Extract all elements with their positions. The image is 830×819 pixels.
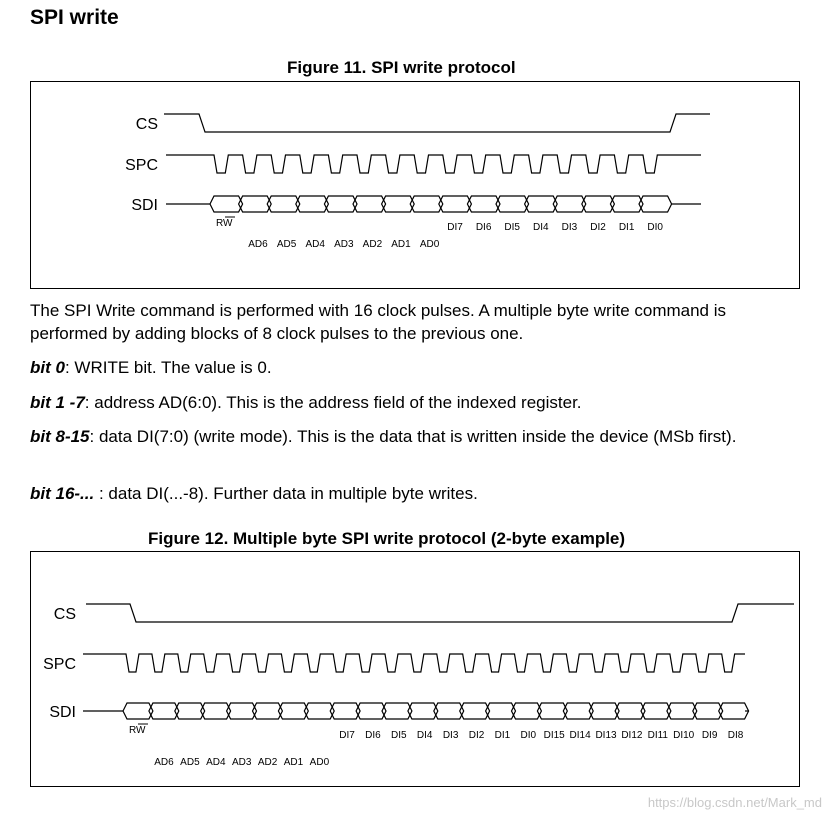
data-label: DI1 xyxy=(494,730,511,741)
sdi-bit-cell xyxy=(639,196,672,212)
rw-label: RW xyxy=(216,218,233,229)
data-label: DI3 xyxy=(442,730,459,741)
data-label: DI8 xyxy=(727,730,744,741)
sdi-bit-cell xyxy=(496,196,529,212)
figure-12-caption: Figure 12. Multiple byte SPI write protocol (2-byte example) xyxy=(148,529,626,548)
bit-0-description xyxy=(30,356,805,379)
intro-paragraph: The SPI Write command is performed with 16 clock pulses. A multiple byte write command is performed by adding blocks of 8 clock pulses to the previous one. xyxy=(30,301,727,343)
bit-8-15-description xyxy=(30,425,805,448)
data-label: DI4 xyxy=(416,730,433,741)
data-label: DI5 xyxy=(391,730,407,741)
address-label: AD0 xyxy=(309,757,330,768)
data-label: DI2 xyxy=(468,730,485,741)
sdi-bit-cell xyxy=(582,196,615,212)
data-label: DI10 xyxy=(673,730,695,741)
sdi-bit-cell xyxy=(553,196,586,212)
data-label: DI7 xyxy=(447,222,463,233)
bit-8-15-label: bit 8-15 xyxy=(30,427,90,446)
signal-label-cs: CS xyxy=(135,116,158,133)
data-label: DI7 xyxy=(339,730,355,741)
sdi-bit-cell xyxy=(239,196,272,212)
sdi-bit-cell xyxy=(210,196,243,212)
data-label: DI11 xyxy=(647,730,668,741)
data-label: DI9 xyxy=(701,730,718,741)
spc-waveform xyxy=(166,155,701,173)
data-label: DI6 xyxy=(475,222,492,233)
data-label: DI0 xyxy=(520,730,537,741)
sdi-bit-cell xyxy=(525,196,558,212)
data-label: DI15 xyxy=(543,730,565,741)
address-label: AD5 xyxy=(276,239,297,250)
sdi-bit-cell xyxy=(467,196,500,212)
sdi-bit-cell xyxy=(439,196,472,212)
bit-0-text: : WRITE bit. The value is 0. xyxy=(64,358,272,377)
sdi-bit-cell xyxy=(324,196,357,212)
watermark: https://blog.csdn.net/Mark_md xyxy=(647,795,822,810)
address-label: AD2 xyxy=(362,239,383,250)
sdi-bit-cell xyxy=(610,196,643,212)
data-label: DI2 xyxy=(590,222,606,233)
data-label: DI6 xyxy=(365,730,381,741)
sdi-bit-cell xyxy=(382,196,415,212)
address-label: AD0 xyxy=(419,239,440,250)
address-label: AD6 xyxy=(154,757,174,768)
bit-8-15-text: : data DI(7:0) (write mode). This is the data that is written inside the device (MSb first). xyxy=(89,427,737,446)
data-label: DI0 xyxy=(647,222,663,233)
address-label: AD1 xyxy=(391,239,411,250)
address-label: AD1 xyxy=(283,757,304,768)
data-label: DI4 xyxy=(533,222,549,233)
sdi-bit-cell xyxy=(296,196,329,212)
figure-11-timing-svg xyxy=(31,82,801,290)
sdi-bit-cell xyxy=(267,196,300,212)
address-label: AD2 xyxy=(257,757,278,768)
data-label: DI3 xyxy=(561,222,578,233)
bit-1-7-label: bit 1 -7 xyxy=(30,393,85,412)
address-label: AD4 xyxy=(206,757,226,768)
data-label: DI14 xyxy=(569,730,591,741)
cs-waveform xyxy=(86,604,794,622)
figure-12-timing-svg xyxy=(31,552,801,788)
bit-16-label: bit 16-... xyxy=(30,484,95,503)
data-label: DI12 xyxy=(621,730,643,741)
address-label: AD5 xyxy=(180,757,200,768)
data-label: DI13 xyxy=(595,730,617,741)
bit-1-7-text: : address AD(6:0). This is the address field of the indexed register. xyxy=(84,393,582,412)
rw-label: RW xyxy=(129,725,146,736)
sdi-bit-cell xyxy=(353,196,386,212)
signal-label-spc: SPC xyxy=(125,157,158,174)
address-label: AD3 xyxy=(231,757,252,768)
spc-waveform xyxy=(83,654,745,672)
figure-11-caption: Figure 11. SPI write protocol xyxy=(287,58,516,77)
signal-label-spc: SPC xyxy=(43,656,76,673)
signal-label-cs: CS xyxy=(53,606,76,623)
figure-11-diagram xyxy=(30,81,800,289)
figure-12-diagram xyxy=(30,551,800,787)
bit-0-label: bit 0 xyxy=(30,358,65,377)
sdi-bit-cell xyxy=(410,196,443,212)
data-label: DI1 xyxy=(618,222,635,233)
cs-waveform xyxy=(164,114,710,132)
data-label: DI5 xyxy=(504,222,520,233)
address-label: AD4 xyxy=(305,239,325,250)
signal-label-sdi: SDI xyxy=(49,704,76,721)
bit-16-description xyxy=(30,482,805,505)
address-label: AD3 xyxy=(334,239,354,250)
bit-16-text: : data DI(...-8). Further data in multiple byte writes. xyxy=(94,484,478,503)
address-label: AD6 xyxy=(248,239,268,250)
signal-label-sdi: SDI xyxy=(131,197,158,214)
bit-1-7-description xyxy=(30,391,805,414)
section-title: SPI write xyxy=(30,6,119,29)
